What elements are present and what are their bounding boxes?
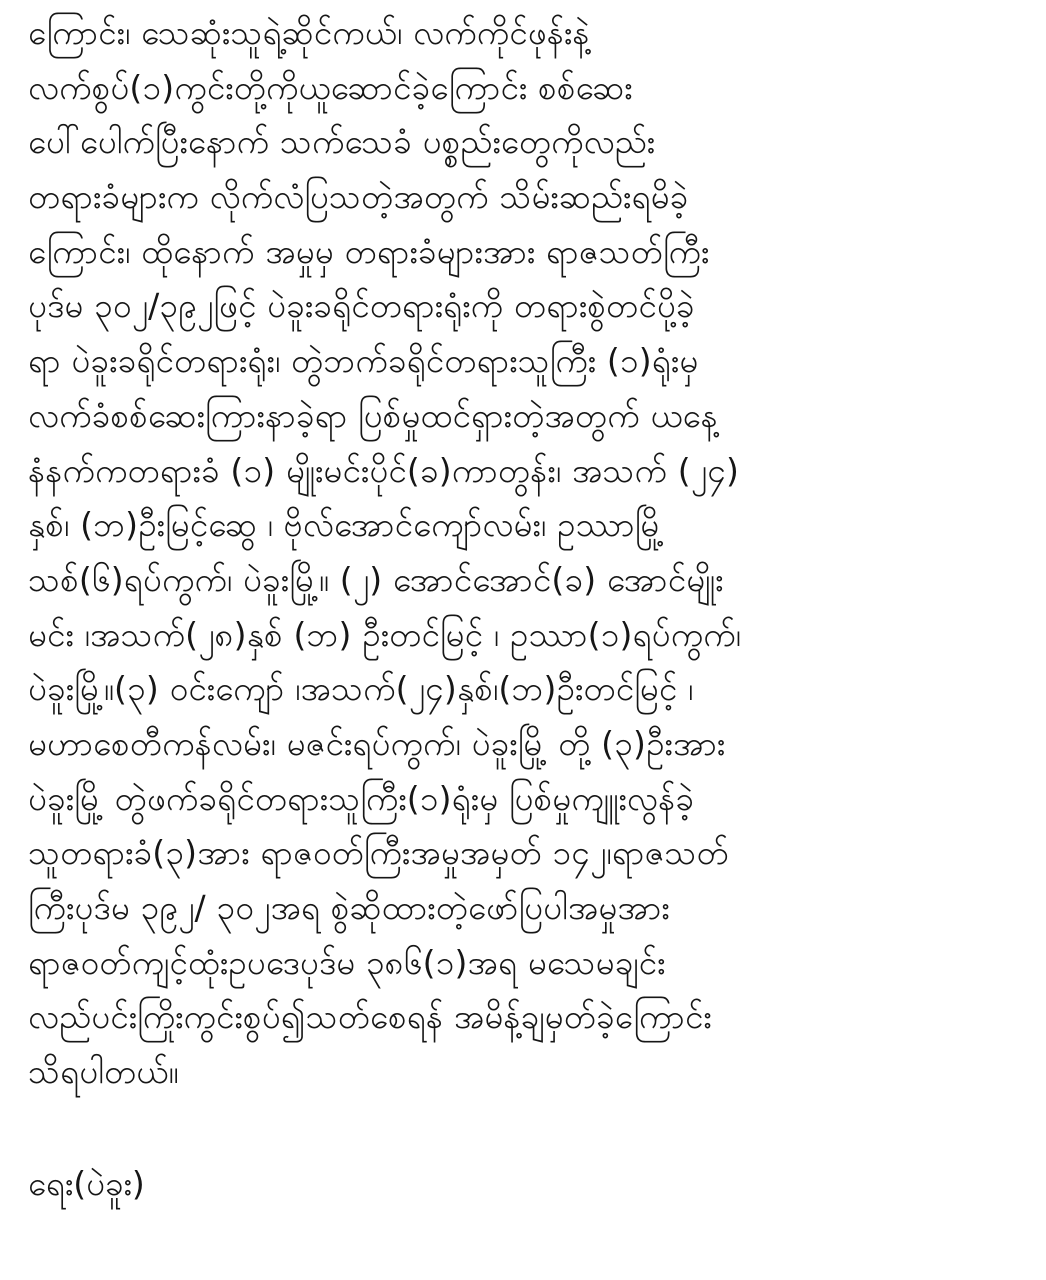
text-line: လက်ခံစစ်ဆေးကြားနာခဲ့ရာ ပြစ်မှုထင်ရှားတဲ့အတွက် ယနေ့ <box>28 395 718 435</box>
text-line: နှစ်၊ (ဘ)ဦးမြင့်ဆွေ ၊ ဗိုလ်အောင်ကျော်လမ်း၊ ဥဿာမြို့ <box>28 505 665 545</box>
text-line: ကြောင်း၊ သေဆုံးသူရဲ့ဆိုင်ကယ်၊ လက်ကိုင်ဖုန်းနဲ့ <box>28 13 590 52</box>
text-line: သိရပါတယ်။ <box>28 1052 179 1092</box>
text-line: ပဲခူးမြို့။(၃) ဝင်းကျော် ၊အသက်(၂၄)နှစ်၊(ဘ)ဦးတင်မြင့် ၊ <box>28 669 694 709</box>
text-line: ကြီးပုဒ်မ ၃၉၂/ ၃၀၂အရ စွဲဆိုထားတဲ့ဖော်ပြပါအမှုအား <box>28 888 670 927</box>
text-line: ပေါ်ပေါက်ပြီးနောက် သက်သေခံ ပစ္စည်းတွေကိုလည်း <box>28 122 656 162</box>
text-line: ရာဇဝတ်ကျင့်ထုံးဥပဒေပုဒ်မ ၃၈၆(၁)အရ မသေမချင်း <box>28 942 666 982</box>
text-line: တရားခံများက လိုက်လံပြသတဲ့အတွက် သိမ်းဆည်းရမိခဲ့ <box>28 177 689 217</box>
byline-signature: ရေး(ပဲခူး) <box>28 1164 145 1204</box>
text-line: ပဲခူးမြို့ တွဲဖက်ခရိုင်တရားသူကြီး(၁)ရုံးမှ ပြစ်မှုကျူးလွန်ခဲ့ <box>28 778 695 818</box>
text-line: သစ်(၆)ရပ်ကွက်၊ ပဲခူးမြို့။ (၂) အောင်အောင်(ခ) အောင်မျိုး <box>28 559 724 599</box>
text-line: လည်ပင်းကြိုးကွင်းစွပ်၍သတ်စေရန် အမိန့်ချမှတ်ခဲ့ကြောင်း <box>28 997 712 1037</box>
text-line: မဟာစေတီကန်လမ်း၊ မဇင်းရပ်ကွက်၊ ပဲခူးမြို့ တို့ (၃)ဦးအား <box>28 723 726 763</box>
text-line: ပုဒ်မ ၃၀၂/၃၉၂ဖြင့် ပဲခူးခရိုင်တရားရုံးကို တရားစွဲတင်ပို့ခဲ့ <box>28 286 695 326</box>
text-line: လက်စွပ်(၁)ကွင်းတို့ကိုယူဆောင်ခဲ့ကြောင်း စစ်ဆေး <box>28 67 633 107</box>
text-line: သူတရားခံ(၃)အား ရာဇဝတ်ကြီးအမှုအမှတ် ၁၄၂၊ရာဇသတ် <box>28 833 729 873</box>
text-line: မင်း ၊အသက်(၂၈)နှစ် (ဘ) ဦးတင်မြင့် ၊ ဥဿာ(၁)ရပ်ကွက်၊ <box>28 614 742 654</box>
text-line: ရာ ပဲခူးခရိုင်တရားရုံး၊ တွဲဘက်ခရိုင်တရားသူကြီး (၁)ရုံးမှ <box>28 341 699 381</box>
blank-line <box>28 1100 1028 1155</box>
news-text-body <box>28 6 1028 1214</box>
text-line: နံနက်ကတရားခံ (၁) မျိုးမင်းပိုင်(ခ)ကာတွန်း၊ အသက် (၂၄) <box>28 450 740 490</box>
text-line: ကြောင်း၊ ထိုနောက် အမှုမှ တရားခံများအား ရာဇသတ်ကြီး <box>28 231 710 271</box>
